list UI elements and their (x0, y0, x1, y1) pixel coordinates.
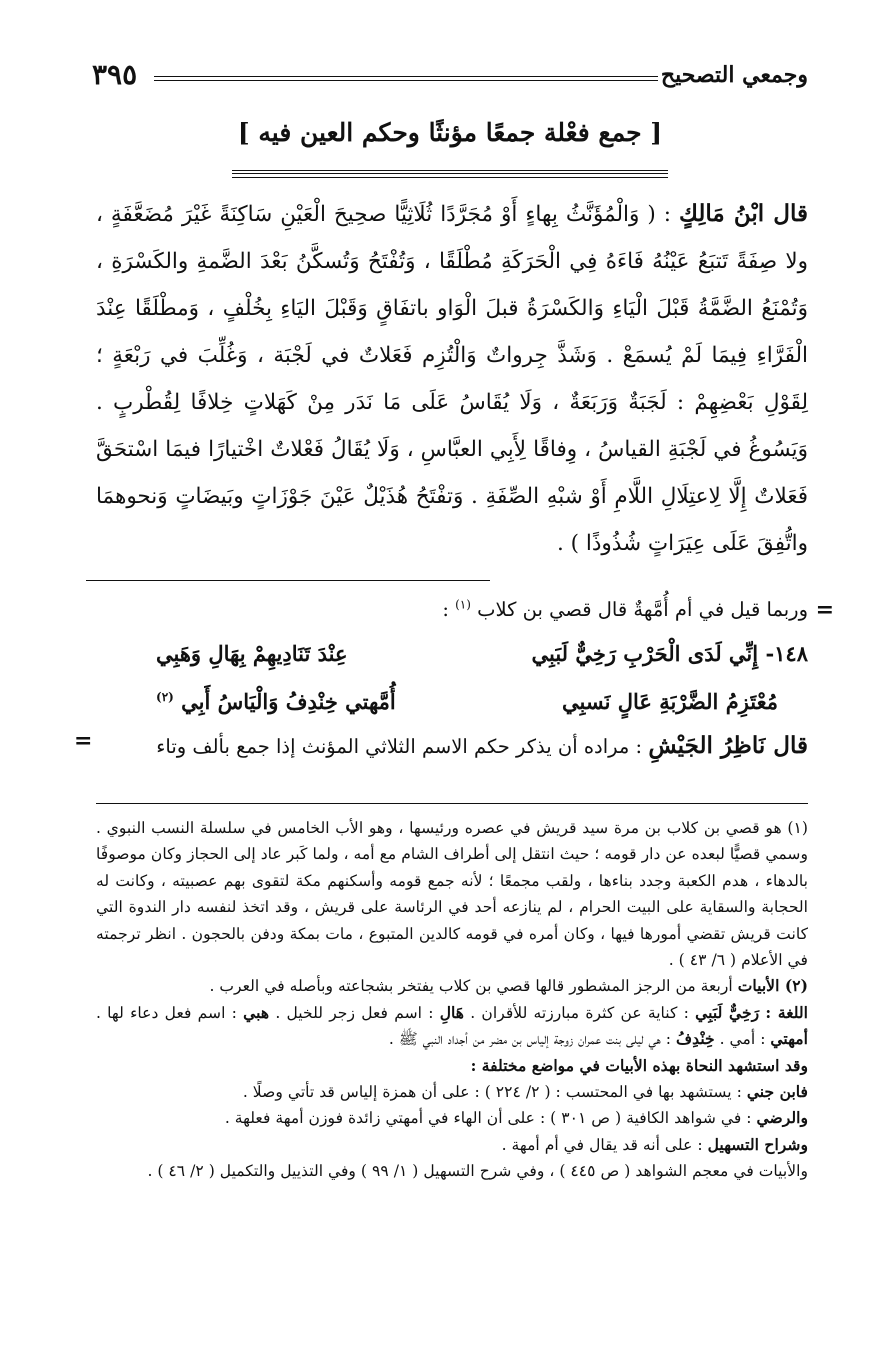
lang-term-5: خِنْدِفُ (675, 1029, 715, 1049)
witness-2-label: والرضي (756, 1108, 808, 1128)
verse-line-1 (96, 630, 808, 678)
witness-heading: وقد استشهد النحاة بهذه الأبيات في مواضع مختلفة : (470, 1055, 808, 1075)
verse-2-second-hemistich (156, 678, 396, 726)
lang-term-4: أمهتي (770, 1029, 808, 1049)
continuation-mark-end: = (74, 728, 93, 754)
footnote-2-text: أربعة من الرجز المشطور قالها قصي بن كلاب يفتخر بشجاعته وبأصله في العرب . (209, 977, 733, 996)
footnote-1: (١) هو قصي بن كلاب بن مرة سيد قريش في عصره ورئيسها ، وهو الأب الخامس في سلسلة النسب النبوي . وسمي قصيًّا لبعده عن دار قومه ؛ حيث انتقل إلى أطراف الشام مع أمه ، ولما كَبر عاد إلى الحجاز وكان موصوفًا بالدهاء ، هدم الكعبة وجدد بناءها ، ولقب مجمعًا ؛ لأنه جمع قومه وأسكنهم مكة لتقوى بهم عصبيته ، وكانت له الحجابة والسقاية على البيت الحرام ، لم ينازعه أحد في الرئاسة على قريش ، وقد اتخذ لنفسه دار الندوة التي كانت قريش تقضي أمورها فيها ، وكان أمره في قومه كالدين المتبوع ، مات بمكة ودفن بالحجون . انظر ترجمته في الأعلام ( ٦/ ٤٣ ) . (96, 819, 808, 970)
header-rule (154, 76, 658, 81)
sources-note: والأبيات في معجم الشواهد ( ص ٤٤٥ ) ، وفي شرح التسهيل ( ١/ ٩٩ ) وفي التذييل والتكميل ( ٢/ ٤٦ ) . (147, 1162, 808, 1181)
footnote-language (96, 1000, 808, 1053)
page-header (92, 58, 808, 102)
footnote-ref-1: (١) (455, 597, 471, 612)
lang-def-1: : كناية عن كثرة مبارزته للأقران . (470, 1003, 689, 1022)
footnote-2-label: (٢) الأبيات (737, 976, 808, 996)
lang-def-3: : اسم فعل دعاء لها . (96, 1003, 237, 1022)
verse-intro (96, 590, 808, 630)
running-title: وجمعي التصحيح (660, 62, 808, 88)
witness-1 (96, 1079, 808, 1105)
lang-term-2: هَالِ (439, 1002, 465, 1022)
verse-intro-end: : (442, 598, 449, 621)
separator-rule (86, 580, 490, 581)
commentary-body: : مراده أن يذكر حكم الاسم الثلاثي المؤنث إذا جمع بألف وتاء (156, 735, 643, 758)
heading-rule (232, 170, 668, 178)
witness-1-text: : يستشهد بها في المحتسب : ( ٢/ ٢٢٤ ) : على أن همزة إلياس قد تأتي وصلًا . (242, 1083, 742, 1102)
footnote-rule (96, 803, 808, 804)
speaker-name: قال ابْنُ مَالِكٍ (678, 200, 808, 227)
witness-3-text: : على أنه قد يقال في أم أمهة . (501, 1135, 703, 1154)
witness-2-text: : في شواهد الكافية ( ص ٣٠١ ) : على أن الهاء في أمهتي زائدة فوزن أمهة فعلهة . (224, 1109, 752, 1128)
lang-def-5: : هي ليلى بنت عمران زوجة إلياس بن مضر من أجداد النبي ﷺ . (388, 1030, 671, 1049)
verse-1a-text: إِنِّي لَدَى الْحَرْبِ رَخِيٌّ لَبَبِي (531, 641, 759, 666)
main-quote: : ( وَالْمُؤَنَّثُ بِهاءٍ أَوْ مُجَرَّدًا ثُلَاثِيًّا صحِيحَ الْعَيْنِ سَاكِنَةً غَيْرَ مُضَعَّفَةٍ ، ولا صِفَةً تَتبَعُ عَيْنُهُ فَاءَهُ فِي الْحَرَكَةِ مُطْلَقًا ، وَتُفْتَحُ وَتُسكَّنُ بَعْدَ الضَّمةِ والكَسْرَةِ ، وَتُمْنَعُ الضَّمَّةُ قَبْلَ الْيَاءِ وَالكَسْرَةُ قبلَ الْوَاو باتفَاقٍ وَقَبْلَ اليَاءِ بِخُلْفٍ ، وَمطْلَقًا عِنْدَ الْفَرَّاءِ فِيمَا لَمْ يُسمَعْ . وَشَذَّ جِرواتٌ وَالْتُزِم فَعَلاتٌ في لَجْبَة ، وَغُلِّبَ في رَبْعَةٍ ؛ لِقَوْلِ بَعْضِهِمْ : لَجَبَةٌ وَرَبَعَةٌ ، وَلَا يُقَاسُ عَلَى مَا نَدَر مِنْ كَهَلاتٍ خِلافًا لِقُطْربٍ . وَيَسُوغُ في لَجْبَةِ القياسُ ، وِفاقًا لِأَبِي العبَّاسِ ، وَلَا يُقَالُ فَعْلاتٌ اخْتيارًا فيمَا اسْتحَقَّ فَعَلاتٌ إِلَّا لِاعتِلَالِ اللَّامِ أَوْ شبْهِ الصِّفَةِ . وَتفْتَحُ هُذَيْلٌ عَيْنَ جَوْزَاتٍ وبَيضَاتٍ وَنحوهمَا واتُّفِقَ عَلَى عِيَرَاتٍ شُذُوذًا ) . (96, 202, 808, 556)
lang-term-1: رَخِيٌّ لَبَبِي (695, 1002, 760, 1022)
footnote-ref-2: (٢) (156, 690, 174, 704)
witness-3-label: وشراح التسهيل (707, 1134, 808, 1154)
commentary (74, 590, 834, 767)
witness-2 (96, 1105, 808, 1131)
section-heading: [ جمع فعْلة جمعًا مؤنثًا وحكم العين فيه ] (237, 118, 663, 147)
main-text (96, 190, 808, 567)
commentator-name: قال نَاظِرُ الجَيْشِ (648, 732, 808, 759)
witness-3 (96, 1132, 808, 1158)
language-label: اللغة : (765, 1002, 808, 1022)
footnotes (96, 815, 808, 1185)
verse-1-first-hemistich (531, 630, 808, 678)
main-paragraph (96, 190, 808, 567)
footnote-2 (96, 973, 808, 999)
page-number: ٣٩٥ (92, 58, 138, 91)
commentary-text (96, 726, 808, 767)
verse-intro-text: وربما قيل في أم أُمَّهةٌ قال قصي بن كلاب (477, 598, 808, 621)
witness-1-label: فابن جني (746, 1082, 808, 1102)
lang-def-2: : اسم فعل زجر للخيل . (275, 1003, 434, 1022)
verse-number: ١٤٨- (765, 641, 808, 666)
verse-1-second-hemistich: عِنْدَ تَنَادِيهِمْ بِهَالِ وَهَبِي (156, 641, 348, 666)
lang-term-3: هبي (243, 1002, 270, 1022)
verse-2-first-hemistich: مُعْتَزِمُ الضَّرْبَةِ عَالٍ نَسبِي (562, 689, 778, 714)
verse-line-2 (96, 678, 808, 726)
continuation-mark: = (815, 597, 834, 623)
lang-def-4: : أمي . (719, 1030, 766, 1049)
verse-2b-text: أُمَّهتي خِنْدِفُ وَالْيَاسُ أَبِي (181, 689, 396, 714)
